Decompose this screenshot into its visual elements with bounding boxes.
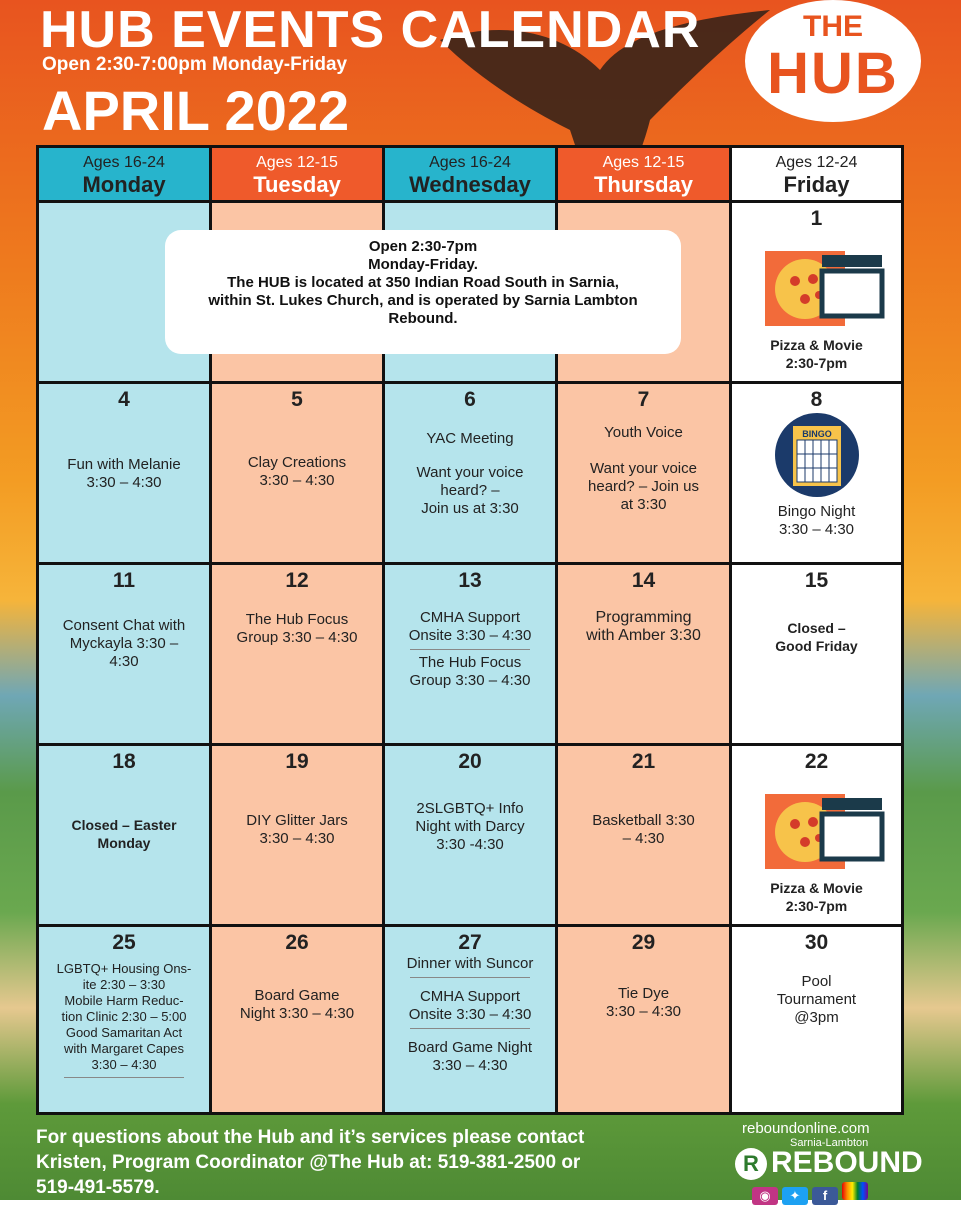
rebound-logo-mark: R xyxy=(735,1148,767,1180)
website-link[interactable]: reboundonline.com xyxy=(742,1120,870,1137)
event-line: Monday xyxy=(97,835,151,851)
event-line: 4:30 xyxy=(109,653,139,670)
day-cell-30 xyxy=(732,927,901,1112)
event-time: 3:30 – 4:30 xyxy=(86,474,162,491)
day-number: 14 xyxy=(631,569,656,592)
rebound-logo xyxy=(735,1146,923,1180)
event-line: Basketball 3:30 xyxy=(592,812,695,829)
header-ages: Ages 12-24 xyxy=(775,154,858,171)
day-cell-18 xyxy=(39,746,209,924)
day-number: 8 xyxy=(810,388,823,411)
header-day: Friday xyxy=(783,172,850,197)
event-line: CMHA Support xyxy=(419,988,521,1005)
day-number: 15 xyxy=(804,569,829,592)
day-number: 5 xyxy=(291,388,303,411)
event-line: Programming xyxy=(595,609,692,626)
day-cell-14 xyxy=(558,565,729,743)
instagram-icon[interactable]: ◉ xyxy=(752,1187,778,1205)
header-ages: Ages 16-24 xyxy=(83,154,165,171)
day-number: 12 xyxy=(285,569,309,592)
hub-logo xyxy=(745,0,921,122)
day-number: 22 xyxy=(804,750,829,773)
header-ages: Ages 16-24 xyxy=(429,154,511,171)
event-line: The Hub Focus xyxy=(418,654,522,671)
event-line: 3:30 – 4:30 xyxy=(605,1003,682,1020)
event-line: Want your voice xyxy=(590,460,697,477)
event-line: Pool xyxy=(801,973,832,990)
header-day: Thursday xyxy=(593,172,694,197)
event-title: Clay Creations xyxy=(247,454,347,471)
footer-line: 519-491-5579. xyxy=(36,1177,160,1198)
header-ages: Ages 12-15 xyxy=(256,154,338,171)
day-number: 11 xyxy=(112,569,136,592)
event-line: with Amber 3:30 xyxy=(586,627,701,644)
day-cell-21 xyxy=(558,746,729,924)
event-line: Consent Chat with xyxy=(62,617,186,634)
event-time: 3:30 – 4:30 xyxy=(778,521,855,538)
day-number: 6 xyxy=(464,388,476,411)
pride-flag-icon xyxy=(842,1182,868,1200)
day-number: 21 xyxy=(631,750,656,773)
event-time: 3:30 – 4:30 xyxy=(259,830,335,847)
header-thursday xyxy=(558,148,729,200)
event-line: 3:30 – 4:30 xyxy=(91,1057,157,1072)
day-cell-27 xyxy=(385,927,555,1112)
page-title: HUB EVENTS CALENDAR xyxy=(40,1,701,59)
header-friday xyxy=(732,148,901,200)
pizza-movie-icon xyxy=(747,231,887,331)
event-line: CMHA Support xyxy=(419,609,521,626)
event-line: – 4:30 xyxy=(622,830,665,847)
event-time: 2:30-7pm xyxy=(785,898,848,914)
day-number: 27 xyxy=(458,931,482,954)
event-line: ite 2:30 – 3:30 xyxy=(82,977,166,992)
header-day: Monday xyxy=(82,172,166,197)
pizza-movie-icon xyxy=(747,774,887,874)
event-line: Good Samaritan Act xyxy=(65,1025,183,1040)
day-cell-5 xyxy=(212,384,382,562)
event-line: heard? – xyxy=(440,482,500,499)
event-title: Bingo Night xyxy=(777,503,856,520)
event-line: Board Game xyxy=(254,987,340,1004)
event-divider xyxy=(64,1077,184,1078)
event-line: 3:30 -4:30 xyxy=(436,836,504,853)
day-number: 4 xyxy=(118,388,130,411)
event-line: Closed – Easter xyxy=(71,817,177,833)
contact-footer xyxy=(36,1125,696,1200)
day-cell-4 xyxy=(39,384,209,562)
event-divider xyxy=(410,977,530,978)
notice-line: Rebound. xyxy=(388,310,458,327)
event-line: Group 3:30 – 4:30 xyxy=(409,672,531,689)
event-line: at 3:30 xyxy=(620,496,667,513)
event-time: 3:30 – 4:30 xyxy=(259,472,335,489)
event-line: Onsite 3:30 – 4:30 xyxy=(408,627,532,644)
event-line: Want your voice xyxy=(416,464,524,481)
day-number: 29 xyxy=(631,931,656,954)
day-cell-6 xyxy=(385,384,555,562)
event-title: YAC Meeting xyxy=(426,430,514,447)
day-number: 19 xyxy=(285,750,309,773)
event-title: DIY Glitter Jars xyxy=(246,812,348,829)
day-cell-19 xyxy=(212,746,382,924)
notice-line: within St. Lukes Church, and is operated by Sarnia Lambton xyxy=(208,292,638,309)
day-cell-7 xyxy=(558,384,729,562)
rebound-brand: REBOUND xyxy=(771,1146,923,1179)
day-number: 7 xyxy=(637,388,650,411)
event-line: 2SLGBTQ+ Info xyxy=(416,800,524,817)
header-ages: Ages 12-15 xyxy=(602,154,685,171)
notice-line: Open 2:30-7pm xyxy=(368,238,478,255)
event-line: Tournament xyxy=(776,991,857,1008)
event-line: Myckayla 3:30 – xyxy=(69,635,179,652)
event-line: Night with Darcy xyxy=(415,818,525,835)
event-divider xyxy=(410,1028,530,1029)
event-line: tion Clinic 2:30 – 5:00 xyxy=(61,1009,187,1024)
month-heading: APRIL 2022 xyxy=(42,79,350,142)
day-number: 25 xyxy=(112,931,136,954)
day-number: 20 xyxy=(458,750,482,773)
footer-line: For questions about the Hub and it’s services please contact xyxy=(36,1127,585,1148)
logo-bottom-text: HUB xyxy=(767,41,899,106)
header-wednesday xyxy=(385,148,555,200)
day-number: 18 xyxy=(112,750,136,773)
event-title: Fun with Melanie xyxy=(67,456,181,473)
twitter-icon[interactable]: ✦ xyxy=(782,1187,808,1205)
region-label: Sarnia-Lambton xyxy=(790,1137,869,1149)
event-line: The Hub Focus xyxy=(245,611,349,628)
event-time: 2:30-7pm xyxy=(785,355,848,371)
event-line: Onsite 3:30 – 4:30 xyxy=(408,1006,532,1023)
event-line: LGBTQ+ Housing Ons- xyxy=(56,961,192,976)
day-cell-12 xyxy=(212,565,382,743)
day-cell-26 xyxy=(212,927,382,1112)
notice-line: The HUB is located at 350 Indian Road South in Sarnia, xyxy=(227,274,619,291)
day-number: 26 xyxy=(285,931,309,954)
notice-line: Monday-Friday. xyxy=(368,256,478,273)
hours-subtitle: Open 2:30-7:00pm Monday-Friday xyxy=(42,54,348,75)
event-title: Youth Voice xyxy=(604,424,683,441)
header-tuesday xyxy=(212,148,382,200)
event-line: Join us at 3:30 xyxy=(421,500,519,517)
day-number: 13 xyxy=(458,569,482,592)
event-line: Tie Dye xyxy=(617,985,670,1002)
day-cell-22 xyxy=(732,746,901,924)
day-cell-25 xyxy=(39,927,209,1112)
event-line: 3:30 – 4:30 xyxy=(432,1057,508,1074)
facebook-icon[interactable]: f xyxy=(812,1187,838,1205)
day-cell-8 xyxy=(732,384,901,562)
bingo-card-icon xyxy=(767,412,867,498)
day-number: 30 xyxy=(804,931,829,954)
event-title: Pizza & Movie xyxy=(770,337,863,353)
day-cell-11 xyxy=(39,565,209,743)
event-line: with Margaret Capes xyxy=(64,1041,184,1056)
day-cell-1 xyxy=(732,203,901,381)
event-divider xyxy=(410,649,530,650)
event-line: Night 3:30 – 4:30 xyxy=(239,1005,355,1022)
event-line: heard? – Join us xyxy=(588,478,699,495)
day-cell-15 xyxy=(732,565,901,743)
event-line: Board Game Night xyxy=(407,1039,533,1056)
header-day: Wednesday xyxy=(409,172,531,197)
social-icons xyxy=(752,1182,872,1205)
day-number: 1 xyxy=(810,207,823,230)
header-monday xyxy=(39,148,209,200)
day-cell-20 xyxy=(385,746,555,924)
day-cell-29 xyxy=(558,927,729,1112)
event-line: Group 3:30 – 4:30 xyxy=(236,629,358,646)
event-line: Closed – xyxy=(787,620,846,636)
hours-location-notice xyxy=(165,230,681,354)
bingo-label: BINGO xyxy=(801,429,832,439)
event-title: Pizza & Movie xyxy=(770,880,863,896)
day-cell-13 xyxy=(385,565,555,743)
header-day: Tuesday xyxy=(253,172,341,197)
logo-top-text: THE xyxy=(803,10,863,43)
event-line: @3pm xyxy=(794,1009,839,1026)
event-line: Good Friday xyxy=(775,638,858,654)
event-line: Mobile Harm Reduc- xyxy=(64,993,184,1008)
footer-line: Kristen, Program Coordinator @The Hub at: 519-381-2500 or xyxy=(36,1152,581,1173)
event-line: Dinner with Suncor xyxy=(406,955,534,972)
